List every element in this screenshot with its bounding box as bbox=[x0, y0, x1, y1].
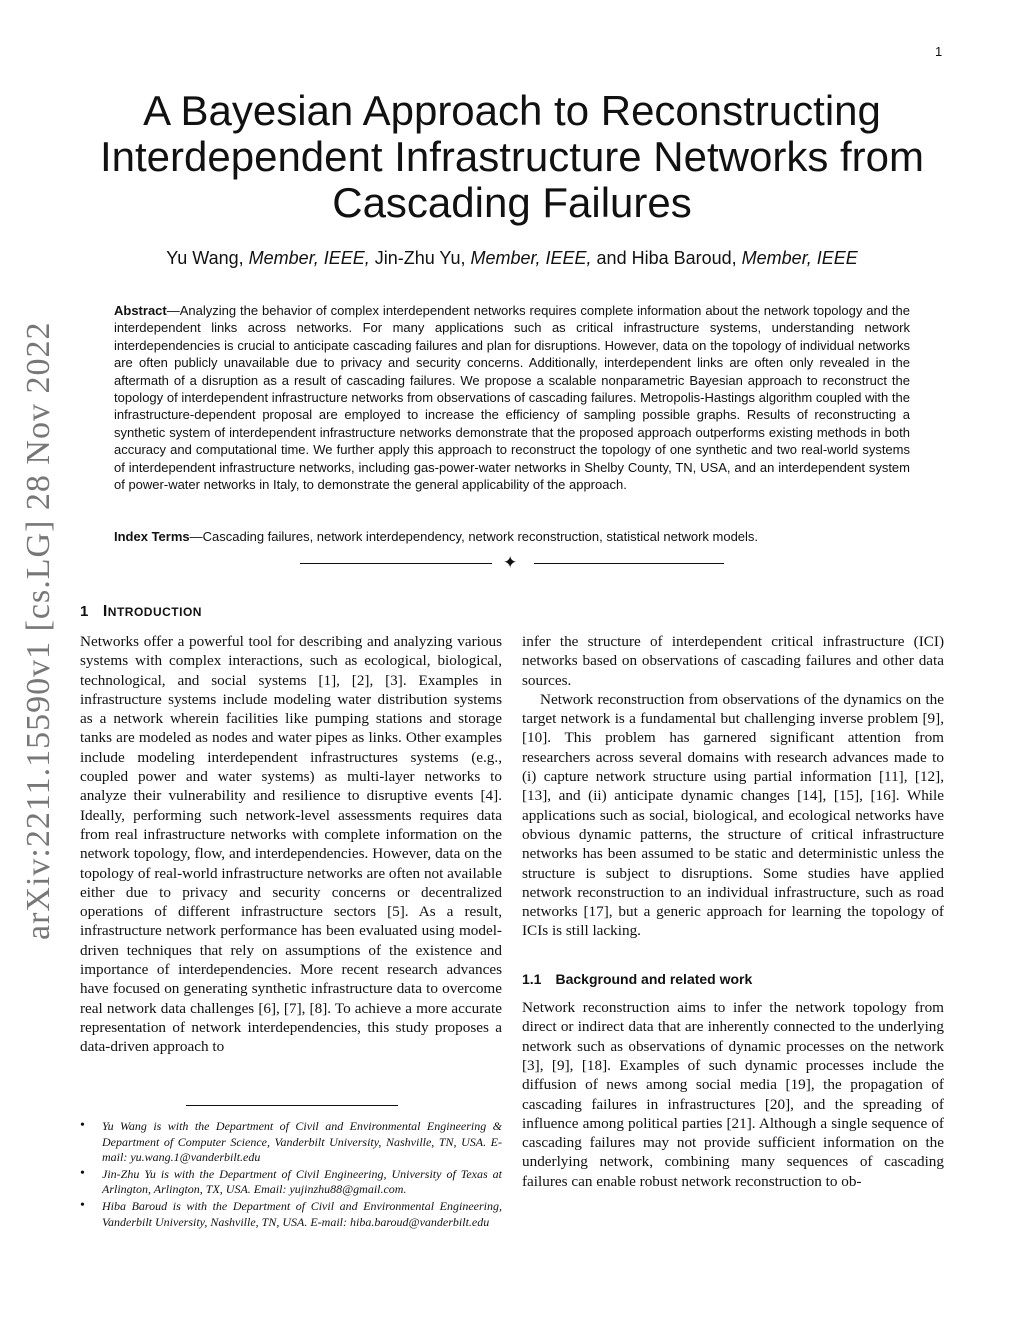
abstract-label: Abstract bbox=[114, 303, 167, 318]
footnote-item: • Hiba Baroud is with the Department of Civil and Environmental Engineering, Vanderbilt University, Nashville, TN, USA. E-mail: hiba.baroud@vanderbilt.edu bbox=[80, 1199, 502, 1230]
subsection-number: 1.1 bbox=[522, 970, 542, 987]
author-role: Member, IEEE bbox=[741, 248, 858, 268]
author-line bbox=[90, 248, 934, 269]
abstract bbox=[114, 302, 910, 493]
author-name: Jin-Zhu Yu, bbox=[374, 248, 466, 268]
author-role: Member, IEEE, bbox=[470, 248, 592, 268]
paragraph: Network reconstruction aims to infer the network topology from direct or indirect data that are inherently connected to the underlying network such as observations of dynamic processes on the network [3], [9], [18]. Examples of such dynamic processes include the diffusion of news among social media [19], the propagation of cascading failures in infrastructures [20], and the spreading of influence among political parties [21]. Although a single sequence of cascading failures may not provide sufficient information on the underlying network, combining many sequences of cascading failures can enable robust network reconstruction to ob- bbox=[522, 999, 944, 1190]
title-line: A Bayesian Approach to Reconstructing bbox=[143, 87, 881, 134]
subsection-title: Background and related work bbox=[555, 970, 753, 987]
author-role: Member, IEEE, bbox=[248, 248, 370, 268]
section-title-rest: NTRODUCTION bbox=[107, 605, 202, 619]
footnote-item: • Yu Wang is with the Department of Civil and Environmental Engineering & Department of Computer Science, Vanderbilt University, Nashville, TN, USA. E-mail: yu.wang.1@vanderbilt.edu bbox=[80, 1119, 502, 1166]
author-name: Yu Wang, bbox=[166, 248, 244, 268]
title-line: Cascading Failures bbox=[332, 179, 692, 226]
paper-title bbox=[90, 88, 934, 226]
right-column bbox=[522, 632, 944, 1191]
author-name: and Hiba Baroud, bbox=[596, 248, 737, 268]
index-terms-label: Index Terms bbox=[114, 529, 190, 544]
footnotes bbox=[80, 1119, 502, 1231]
section-divider bbox=[300, 553, 724, 572]
divider-rule-right bbox=[534, 563, 724, 564]
paragraph: infer the structure of interdependent critical infrastructure (ICI) networks based on observations of cascading failures and other data sources. bbox=[522, 633, 944, 689]
index-terms-text: —Cascading failures, network interdependency, network reconstruction, statistical network models. bbox=[189, 529, 759, 544]
left-column bbox=[80, 632, 502, 1057]
divider-star-icon: ✦ bbox=[503, 553, 518, 572]
footnote-item: • Jin-Zhu Yu is with the Department of Civil Engineering, University of Texas at Arlington, Arlington, TX, USA. Email: yujinzhu88@gmail.com. bbox=[80, 1167, 502, 1198]
section-heading bbox=[80, 603, 202, 621]
subsection-heading bbox=[522, 970, 944, 989]
index-terms bbox=[114, 528, 910, 545]
title-line: Interdependent Infrastructure Networks from bbox=[99, 133, 925, 180]
section-number: 1 bbox=[80, 603, 89, 620]
paragraph: Networks offer a powerful tool for describing and analyzing various systems with complex interactions, such as ecological, biological, technological, and social systems [1], [2], [3]. Examples in infrastructure systems include modeling water distribution systems as a network wherein facilities like pumping stations and storage tanks are modeled as nodes and water pipes as links. Other examples include modeling interdependent infrastructures systems (e.g., coupled power and water systems) as multi-layer networks to analyze their vulnerability and resilience to disruptive events [4]. Ideally, performing such network-level assessments requires data from real infrastructure networks with complete information on the network topology, flow, and interdependencies. However, data on the topology of real-world infrastructure networks are often not available either due to privacy and security concerns or decentralized operations of different infrastructure sectors [5]. As a result, infrastructure network performance has been evaluated using model-driven techniques that rely on assumptions of the existence and importance of interdependencies. More recent research advances have focused on generating synthetic infrastructure data to overcome real network data challenges [6], [7], [8]. To achieve a more accurate representation of network interdependencies, this study proposes a data-driven approach to bbox=[80, 633, 502, 1056]
divider-rule-left bbox=[300, 563, 492, 564]
page-number: 1 bbox=[935, 44, 943, 59]
footnote-rule bbox=[186, 1105, 398, 1106]
abstract-text: —Analyzing the behavior of complex interdependent networks requires complete information about the network topology and the interdependent links across networks. For many applications such as critical infrastructure systems, understanding network interdependencies is crucial to anticipate cascading failures and plan for disruptions. However, data on the topology of individual networks are often publicly unavailable due to privacy and security concerns. Additionally, interdependent links are often only revealed in the aftermath of a disruption as a result of cascading failures. We propose a scalable nonparametric Bayesian approach to reconstruct the topology of interdependent infrastructure networks from observations of cascading failures. Metropolis-Hastings algorithm coupled with the infrastructure-dependent proposal are employed to increase the efficiency of sampling possible graphs. Results of reconstructing a synthetic system of interdependent infrastructure networks demonstrate that the proposed approach outperforms existing methods in both accuracy and computational time. We further apply this approach to reconstruct the topology of one synthetic and two real-world systems of interdependent infrastructure networks, including gas-power-water networks in Shelby County, TN, USA, and an interdependent system of power-water networks in Italy, to demonstrate the general applicability of the approach. bbox=[114, 303, 910, 493]
arxiv-identifier-stamp: arXiv:2211.15590v1 [cs.LG] 28 Nov 2022 bbox=[20, 321, 57, 940]
section-title-initial: I bbox=[102, 603, 108, 620]
paragraph: Network reconstruction from observations of the dynamics on the target network is a fundamental but challenging inverse problem [9], [10]. This problem has garnered significant attention from researchers across several domains with research advances made to (i) capture network structure using partial information [11], [12], [13], and (ii) anticipate dynamic changes [14], [15], [16]. While applications such as social, biological, and ecological networks have obvious dynamic patterns, the structure of critical infrastructure networks has been assumed to be static and deterministic unless the structure is subject to disruptions. Some studies have applied network reconstruction to an individual infrastructure, such as road networks [17], but a generic approach for learning the topology of ICIs is still lacking. bbox=[522, 690, 944, 940]
